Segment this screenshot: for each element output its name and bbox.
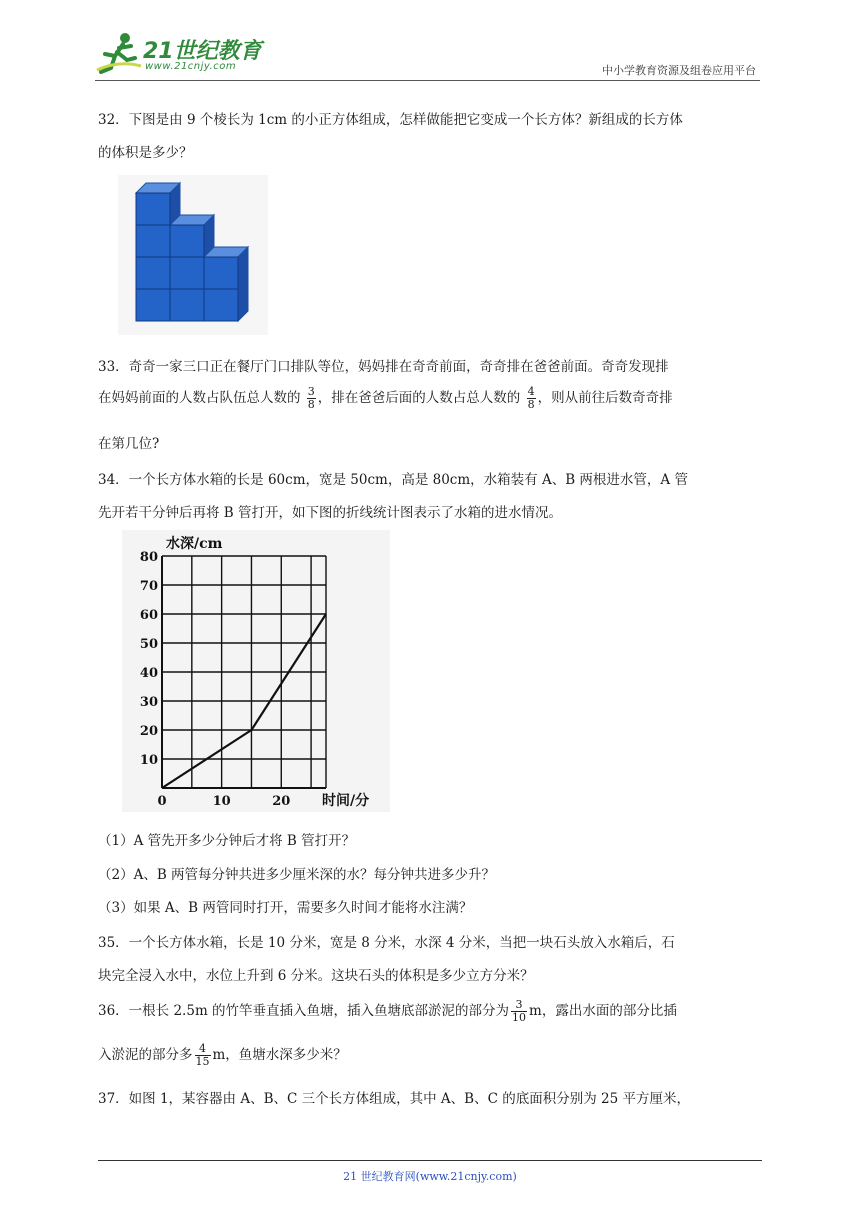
- q36-text-a: 36．一根长 2.5m 的竹竿垂直插入鱼塘，插入鱼塘底部淤泥的部分为: [98, 1003, 510, 1019]
- q36-text-c: 入淤泥的部分多: [98, 1047, 193, 1063]
- q34-line1: 34．一个长方体水箱的长是 60cm，宽是 50cm，高是 80cm，水箱装有 A、B 两根进水管，A 管: [98, 472, 688, 488]
- q34-sub3: （3）如果 A、B 两管同时打开，需要多久时间才能将水注满？: [98, 900, 473, 916]
- fraction-4-8: $\frac{4}{8}$: [527, 385, 535, 411]
- fraction-4-15: $\frac{4}{15}$: [195, 1042, 210, 1068]
- y-tick-label: 10: [139, 753, 158, 768]
- q35-line1: 35．一个长方体水箱，长是 10 分米，宽是 8 分米，水深 4 分米，当把一块石头放入水箱后，石: [98, 935, 675, 951]
- x-axis-label: 时间/分: [322, 793, 370, 809]
- q33-line2: [98, 386, 673, 411]
- page-header: [95, 30, 760, 80]
- header-divider: [95, 80, 760, 81]
- q35-line2: 块完全浸入水中，水位上升到 6 分米。这块石头的体积是多少立方分米？: [98, 968, 534, 984]
- q33-text-b: ，排在爸爸后面的人数占总人数的: [317, 390, 525, 406]
- footer-text: 21 世纪教育网(www.21cnjy.com): [343, 1170, 517, 1183]
- q33-line1: 33．奇奇一家三口正在餐厅门口排队等位，妈妈排在奇奇前面，奇奇排在爸爸前面。奇奇发现排: [98, 359, 669, 375]
- q32-line1: 32．下图是由 9 个棱长为 1cm 的小正方体组成，怎样做能把它变成一个长方体？新组成的长方体: [98, 112, 683, 128]
- q37-line1: 37．如图 1，某容器由 A、B、C 三个长方体组成，其中 A、B、C 的底面积分别为 25 平方厘米，: [98, 1091, 690, 1107]
- q36-text-d: m，鱼塘水深多少米？: [212, 1047, 347, 1063]
- y-tick-label: 80: [139, 550, 158, 565]
- footer-divider: [98, 1160, 762, 1161]
- x-tick-label: 10: [212, 794, 231, 809]
- logo-title: 21世纪教育: [143, 39, 262, 64]
- y-tick-label: 50: [139, 637, 158, 652]
- y-tick-label: 60: [139, 608, 158, 623]
- y-axis-label: 水深/cm: [166, 536, 223, 552]
- cubes-figure: [118, 175, 268, 335]
- y-tick-label: 40: [139, 666, 158, 681]
- y-tick-label: 70: [139, 579, 158, 594]
- runner-icon: [95, 30, 143, 76]
- q34-sub2: （2）A、B 两管每分钟共进多少厘米深的水？每分钟共进多少升？: [98, 867, 496, 883]
- q34-sub1: （1）A 管先开多少分钟后才将 B 管打开？: [98, 833, 356, 849]
- q33-text-a: 在妈妈前面的人数占队伍总人数的: [98, 390, 305, 406]
- q36-line1: [98, 999, 677, 1024]
- site-logo: [95, 30, 265, 76]
- y-tick-label: 30: [139, 695, 158, 710]
- q34-line2: 先开若干分钟后再将 B 管打开，如下图的折线统计图表示了水箱的进水情况。: [98, 505, 563, 521]
- y-tick-label: 20: [139, 724, 158, 739]
- fraction-3-10: $\frac{3}{10}$: [512, 998, 527, 1024]
- q36-text-b: m，露出水面的部分比插: [529, 1003, 677, 1019]
- header-platform-text: 中小学教育资源及组卷应用平台: [602, 64, 756, 77]
- fraction-3-8: $\frac{3}{8}$: [307, 385, 315, 411]
- logo-url: www.21cnjy.com: [145, 61, 237, 72]
- q33-text-c: ，则从前往后数奇奇排: [537, 390, 673, 406]
- q33-line3: 在第几位?: [98, 436, 160, 452]
- q32-line2: 的体积是多少？: [98, 145, 193, 161]
- q36-line2: [98, 1043, 347, 1068]
- x-tick-label: 20: [272, 794, 291, 809]
- x-tick-label: 0: [157, 794, 167, 809]
- water-depth-chart: [122, 530, 390, 812]
